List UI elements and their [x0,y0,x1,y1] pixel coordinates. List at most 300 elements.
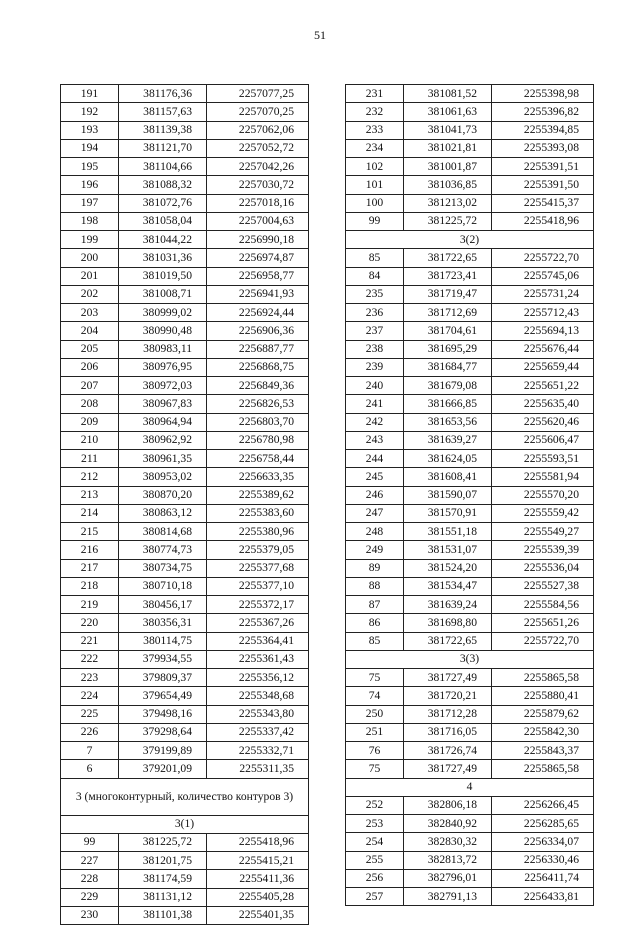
table-row [346,504,594,522]
point-number-cell: 198 [61,212,119,230]
point-number-cell: 6 [61,760,119,778]
table-row [346,158,594,176]
x-coordinate-cell: 381104,66 [119,158,207,176]
point-number-cell: 86 [346,614,404,632]
x-coordinate-cell: 381524,20 [404,559,492,577]
point-number-cell: 234 [346,139,404,157]
point-number-cell: 218 [61,577,119,595]
x-coordinate-cell: 381727,49 [404,760,492,778]
y-coordinate-cell: 2256633,35 [207,468,309,486]
x-coordinate-cell: 381608,41 [404,468,492,486]
y-coordinate-cell: 2257004,63 [207,212,309,230]
point-number-cell: 205 [61,340,119,358]
x-coordinate-cell: 381072,76 [119,194,207,212]
point-number-cell: 197 [61,194,119,212]
section-header-cell: 3(2) [346,231,594,249]
y-coordinate-cell: 2255722,70 [492,249,594,267]
point-number-cell: 235 [346,285,404,303]
y-coordinate-cell: 2255865,58 [492,760,594,778]
x-coordinate-cell: 380972,03 [119,377,207,395]
x-coordinate-cell: 379201,09 [119,760,207,778]
x-coordinate-cell: 381624,05 [404,450,492,468]
x-coordinate-cell: 381590,07 [404,486,492,504]
section-header-row [346,650,594,668]
x-coordinate-cell: 381551,18 [404,523,492,541]
point-number-cell: 240 [346,377,404,395]
y-coordinate-cell: 2255379,05 [207,541,309,559]
table-row [61,194,309,212]
y-coordinate-cell: 2255722,70 [492,632,594,650]
point-number-cell: 217 [61,559,119,577]
table-row [346,176,594,194]
point-number-cell: 239 [346,358,404,376]
y-coordinate-cell: 2255411,36 [207,870,309,888]
x-coordinate-cell: 381121,70 [119,139,207,157]
x-coordinate-cell: 381019,50 [119,267,207,285]
y-coordinate-cell: 2255415,37 [492,194,594,212]
y-coordinate-cell: 2255343,80 [207,705,309,723]
point-number-cell: 215 [61,523,119,541]
point-number-cell: 228 [61,870,119,888]
table-row [346,833,594,851]
x-coordinate-cell: 381174,59 [119,870,207,888]
coordinates-table-right [345,84,594,906]
table-row [61,559,309,577]
y-coordinate-cell: 2255712,43 [492,304,594,322]
table-row [346,249,594,267]
y-coordinate-cell: 2255391,51 [492,158,594,176]
table-row [61,377,309,395]
y-coordinate-cell: 2256411,74 [492,869,594,887]
y-coordinate-cell: 2255651,22 [492,377,594,395]
table-row [346,304,594,322]
point-number-cell: 254 [346,833,404,851]
x-coordinate-cell: 381719,47 [404,285,492,303]
table-row [61,322,309,340]
point-number-cell: 221 [61,632,119,650]
x-coordinate-cell: 381720,21 [404,687,492,705]
point-number-cell: 193 [61,121,119,139]
table-row [61,614,309,632]
point-number-cell: 204 [61,322,119,340]
y-coordinate-cell: 2255418,96 [492,212,594,230]
table-row [61,121,309,139]
table-row [61,158,309,176]
point-number-cell: 216 [61,541,119,559]
x-coordinate-cell: 380962,92 [119,431,207,449]
x-coordinate-cell: 380734,75 [119,559,207,577]
x-coordinate-cell: 381666,85 [404,395,492,413]
point-number-cell: 256 [346,869,404,887]
table-row [346,431,594,449]
point-number-cell: 89 [346,559,404,577]
point-number-cell: 244 [346,450,404,468]
x-coordinate-cell: 382806,18 [404,796,492,814]
y-coordinate-cell: 2256758,44 [207,450,309,468]
point-number-cell: 237 [346,322,404,340]
x-coordinate-cell: 381139,38 [119,121,207,139]
y-coordinate-cell: 2255418,96 [207,833,309,851]
table-row [61,632,309,650]
table-row [61,486,309,504]
y-coordinate-cell: 2255389,62 [207,486,309,504]
table-row [61,742,309,760]
x-coordinate-cell: 379654,49 [119,687,207,705]
table-row [61,231,309,249]
point-number-cell: 241 [346,395,404,413]
y-coordinate-cell: 2255559,42 [492,504,594,522]
point-number-cell: 208 [61,395,119,413]
point-number-cell: 195 [61,158,119,176]
table-row [346,358,594,376]
y-coordinate-cell: 2255401,35 [207,906,309,924]
table-row [346,121,594,139]
x-coordinate-cell: 381727,49 [404,669,492,687]
x-coordinate-cell: 381712,69 [404,304,492,322]
point-number-cell: 222 [61,650,119,668]
table-row [346,450,594,468]
x-coordinate-cell: 381684,77 [404,358,492,376]
point-number-cell: 76 [346,742,404,760]
x-coordinate-cell: 381712,28 [404,705,492,723]
y-coordinate-cell: 2255391,50 [492,176,594,194]
y-coordinate-cell: 2255593,51 [492,450,594,468]
point-number-cell: 192 [61,103,119,121]
y-coordinate-cell: 2255581,94 [492,468,594,486]
y-coordinate-cell: 2255584,56 [492,596,594,614]
table-row [61,103,309,121]
table-row [61,669,309,687]
x-coordinate-cell: 381058,04 [119,212,207,230]
point-number-cell: 85 [346,249,404,267]
y-coordinate-cell: 2256780,98 [207,431,309,449]
point-number-cell: 233 [346,121,404,139]
point-number-cell: 211 [61,450,119,468]
y-coordinate-cell: 2256849,36 [207,377,309,395]
point-number-cell: 203 [61,304,119,322]
x-coordinate-cell: 381639,24 [404,596,492,614]
point-number-cell: 245 [346,468,404,486]
x-coordinate-cell: 380990,48 [119,322,207,340]
table-row [346,139,594,157]
table-row [346,614,594,632]
table-row [61,888,309,906]
point-number-cell: 200 [61,249,119,267]
table-row [61,760,309,778]
table-row [346,267,594,285]
table-row [61,176,309,194]
y-coordinate-cell: 2255380,96 [207,523,309,541]
y-coordinate-cell: 2256990,18 [207,231,309,249]
point-number-cell: 201 [61,267,119,285]
point-number-cell: 202 [61,285,119,303]
y-coordinate-cell: 2255332,71 [207,742,309,760]
table-row [61,723,309,741]
table-row [346,468,594,486]
table-row [61,249,309,267]
table-row [61,906,309,924]
table-row [346,340,594,358]
x-coordinate-cell: 382830,32 [404,833,492,851]
x-coordinate-cell: 380774,73 [119,541,207,559]
y-coordinate-cell: 2257042,26 [207,158,309,176]
section-header-row [61,778,309,815]
y-coordinate-cell: 2255694,13 [492,322,594,340]
x-coordinate-cell: 380870,20 [119,486,207,504]
table-row [346,212,594,230]
point-number-cell: 102 [346,158,404,176]
x-coordinate-cell: 381041,73 [404,121,492,139]
x-coordinate-cell: 381225,72 [404,212,492,230]
point-number-cell: 101 [346,176,404,194]
y-coordinate-cell: 2255539,39 [492,541,594,559]
point-number-cell: 253 [346,815,404,833]
point-number-cell: 100 [346,194,404,212]
x-coordinate-cell: 380456,17 [119,596,207,614]
x-coordinate-cell: 379809,37 [119,669,207,687]
y-coordinate-cell: 2255536,04 [492,559,594,577]
table-row [346,888,594,906]
point-number-cell: 231 [346,85,404,103]
y-coordinate-cell: 2255676,44 [492,340,594,358]
x-coordinate-cell: 381021,81 [404,139,492,157]
y-coordinate-cell: 2255337,42 [207,723,309,741]
point-number-cell: 223 [61,669,119,687]
table-row [61,395,309,413]
table-row [346,687,594,705]
x-coordinate-cell: 381704,61 [404,322,492,340]
table-row [61,541,309,559]
x-coordinate-cell: 381695,29 [404,340,492,358]
point-number-cell: 249 [346,541,404,559]
table-row [61,450,309,468]
table-row [61,285,309,303]
x-coordinate-cell: 381001,87 [404,158,492,176]
point-number-cell: 199 [61,231,119,249]
point-number-cell: 88 [346,577,404,595]
table-row [61,687,309,705]
table-row [61,267,309,285]
x-coordinate-cell: 381213,02 [404,194,492,212]
y-coordinate-cell: 2256826,53 [207,395,309,413]
y-coordinate-cell: 2255620,46 [492,413,594,431]
point-number-cell: 227 [61,852,119,870]
x-coordinate-cell: 381036,85 [404,176,492,194]
y-coordinate-cell: 2255393,08 [492,139,594,157]
x-coordinate-cell: 380863,12 [119,504,207,522]
table-row [61,705,309,723]
table-row [346,742,594,760]
section-header-row [346,231,594,249]
point-number-cell: 224 [61,687,119,705]
y-coordinate-cell: 2257018,16 [207,194,309,212]
x-coordinate-cell: 381008,71 [119,285,207,303]
point-number-cell: 236 [346,304,404,322]
point-number-cell: 250 [346,705,404,723]
point-number-cell: 229 [61,888,119,906]
x-coordinate-cell: 382796,01 [404,869,492,887]
page-number: 51 [314,28,326,42]
point-number-cell: 225 [61,705,119,723]
x-coordinate-cell: 379298,64 [119,723,207,741]
y-coordinate-cell: 2257052,72 [207,139,309,157]
y-coordinate-cell: 2255377,68 [207,559,309,577]
x-coordinate-cell: 381044,22 [119,231,207,249]
point-number-cell: 248 [346,523,404,541]
point-number-cell: 226 [61,723,119,741]
table-row [346,760,594,778]
x-coordinate-cell: 381201,75 [119,852,207,870]
y-coordinate-cell: 2255372,17 [207,596,309,614]
y-coordinate-cell: 2256924,44 [207,304,309,322]
table-row [61,852,309,870]
y-coordinate-cell: 2255377,10 [207,577,309,595]
table-row [346,669,594,687]
x-coordinate-cell: 381722,65 [404,249,492,267]
y-coordinate-cell: 2257062,06 [207,121,309,139]
x-coordinate-cell: 381081,52 [404,85,492,103]
table-row [61,577,309,595]
y-coordinate-cell: 2255356,12 [207,669,309,687]
x-coordinate-cell: 382813,72 [404,851,492,869]
y-coordinate-cell: 2256334,07 [492,833,594,851]
y-coordinate-cell: 2255880,41 [492,687,594,705]
y-coordinate-cell: 2256906,36 [207,322,309,340]
point-number-cell: 209 [61,413,119,431]
y-coordinate-cell: 2255635,40 [492,395,594,413]
section-header-row [61,815,309,833]
point-number-cell: 207 [61,377,119,395]
section-header-row [346,778,594,796]
table-row [346,815,594,833]
table-row [346,413,594,431]
y-coordinate-cell: 2255879,62 [492,705,594,723]
point-number-cell: 99 [61,833,119,851]
x-coordinate-cell: 381716,05 [404,723,492,741]
y-coordinate-cell: 2255398,98 [492,85,594,103]
section-header-cell: 3(3) [346,650,594,668]
point-number-cell: 252 [346,796,404,814]
x-coordinate-cell: 379498,16 [119,705,207,723]
y-coordinate-cell: 2256285,65 [492,815,594,833]
y-coordinate-cell: 2255367,26 [207,614,309,632]
table-row [346,577,594,595]
y-coordinate-cell: 2255415,21 [207,852,309,870]
y-coordinate-cell: 2256330,46 [492,851,594,869]
x-coordinate-cell: 381698,80 [404,614,492,632]
y-coordinate-cell: 2255651,26 [492,614,594,632]
table-row [346,486,594,504]
y-coordinate-cell: 2257077,25 [207,85,309,103]
x-coordinate-cell: 381534,47 [404,577,492,595]
table-row [346,869,594,887]
y-coordinate-cell: 2255570,20 [492,486,594,504]
table-row [61,833,309,851]
y-coordinate-cell: 2255394,85 [492,121,594,139]
x-coordinate-cell: 379934,55 [119,650,207,668]
x-coordinate-cell: 381061,63 [404,103,492,121]
x-coordinate-cell: 380967,83 [119,395,207,413]
y-coordinate-cell: 2256433,81 [492,888,594,906]
table-row [346,322,594,340]
point-number-cell: 246 [346,486,404,504]
table-row [346,194,594,212]
x-coordinate-cell: 381653,56 [404,413,492,431]
table-row [346,596,594,614]
x-coordinate-cell: 381531,07 [404,541,492,559]
x-coordinate-cell: 381570,91 [404,504,492,522]
point-number-cell: 196 [61,176,119,194]
x-coordinate-cell: 381639,27 [404,431,492,449]
y-coordinate-cell: 2255348,68 [207,687,309,705]
x-coordinate-cell: 382840,92 [404,815,492,833]
x-coordinate-cell: 380356,31 [119,614,207,632]
point-number-cell: 230 [61,906,119,924]
table-row [61,340,309,358]
table-row [346,523,594,541]
y-coordinate-cell: 2256941,93 [207,285,309,303]
x-coordinate-cell: 379199,89 [119,742,207,760]
point-number-cell: 213 [61,486,119,504]
point-number-cell: 238 [346,340,404,358]
point-number-cell: 243 [346,431,404,449]
x-coordinate-cell: 381225,72 [119,833,207,851]
x-coordinate-cell: 381679,08 [404,377,492,395]
point-number-cell: 75 [346,669,404,687]
point-number-cell: 7 [61,742,119,760]
table-row [346,85,594,103]
table-row [346,559,594,577]
table-row [61,139,309,157]
y-coordinate-cell: 2257070,25 [207,103,309,121]
point-number-cell: 74 [346,687,404,705]
table-row [346,632,594,650]
point-number-cell: 194 [61,139,119,157]
y-coordinate-cell: 2255843,37 [492,742,594,760]
y-coordinate-cell: 2256868,75 [207,358,309,376]
x-coordinate-cell: 380964,94 [119,413,207,431]
x-coordinate-cell: 380814,68 [119,523,207,541]
table-row [61,650,309,668]
table-row [346,103,594,121]
table-row [61,431,309,449]
point-number-cell: 75 [346,760,404,778]
table-row [61,358,309,376]
table-row [61,596,309,614]
y-coordinate-cell: 2256803,70 [207,413,309,431]
x-coordinate-cell: 380953,02 [119,468,207,486]
y-coordinate-cell: 2255865,58 [492,669,594,687]
y-coordinate-cell: 2255842,30 [492,723,594,741]
table-row [61,212,309,230]
point-number-cell: 242 [346,413,404,431]
table-row [346,285,594,303]
point-number-cell: 214 [61,504,119,522]
x-coordinate-cell: 380114,75 [119,632,207,650]
table-row [61,468,309,486]
y-coordinate-cell: 2255396,82 [492,103,594,121]
y-coordinate-cell: 2255745,06 [492,267,594,285]
table-row [61,413,309,431]
y-coordinate-cell: 2256887,77 [207,340,309,358]
x-coordinate-cell: 381031,36 [119,249,207,267]
y-coordinate-cell: 2256974,87 [207,249,309,267]
y-coordinate-cell: 2255659,44 [492,358,594,376]
x-coordinate-cell: 381101,38 [119,906,207,924]
x-coordinate-cell: 380976,95 [119,358,207,376]
section-header-cell: 3(1) [61,815,309,833]
point-number-cell: 220 [61,614,119,632]
